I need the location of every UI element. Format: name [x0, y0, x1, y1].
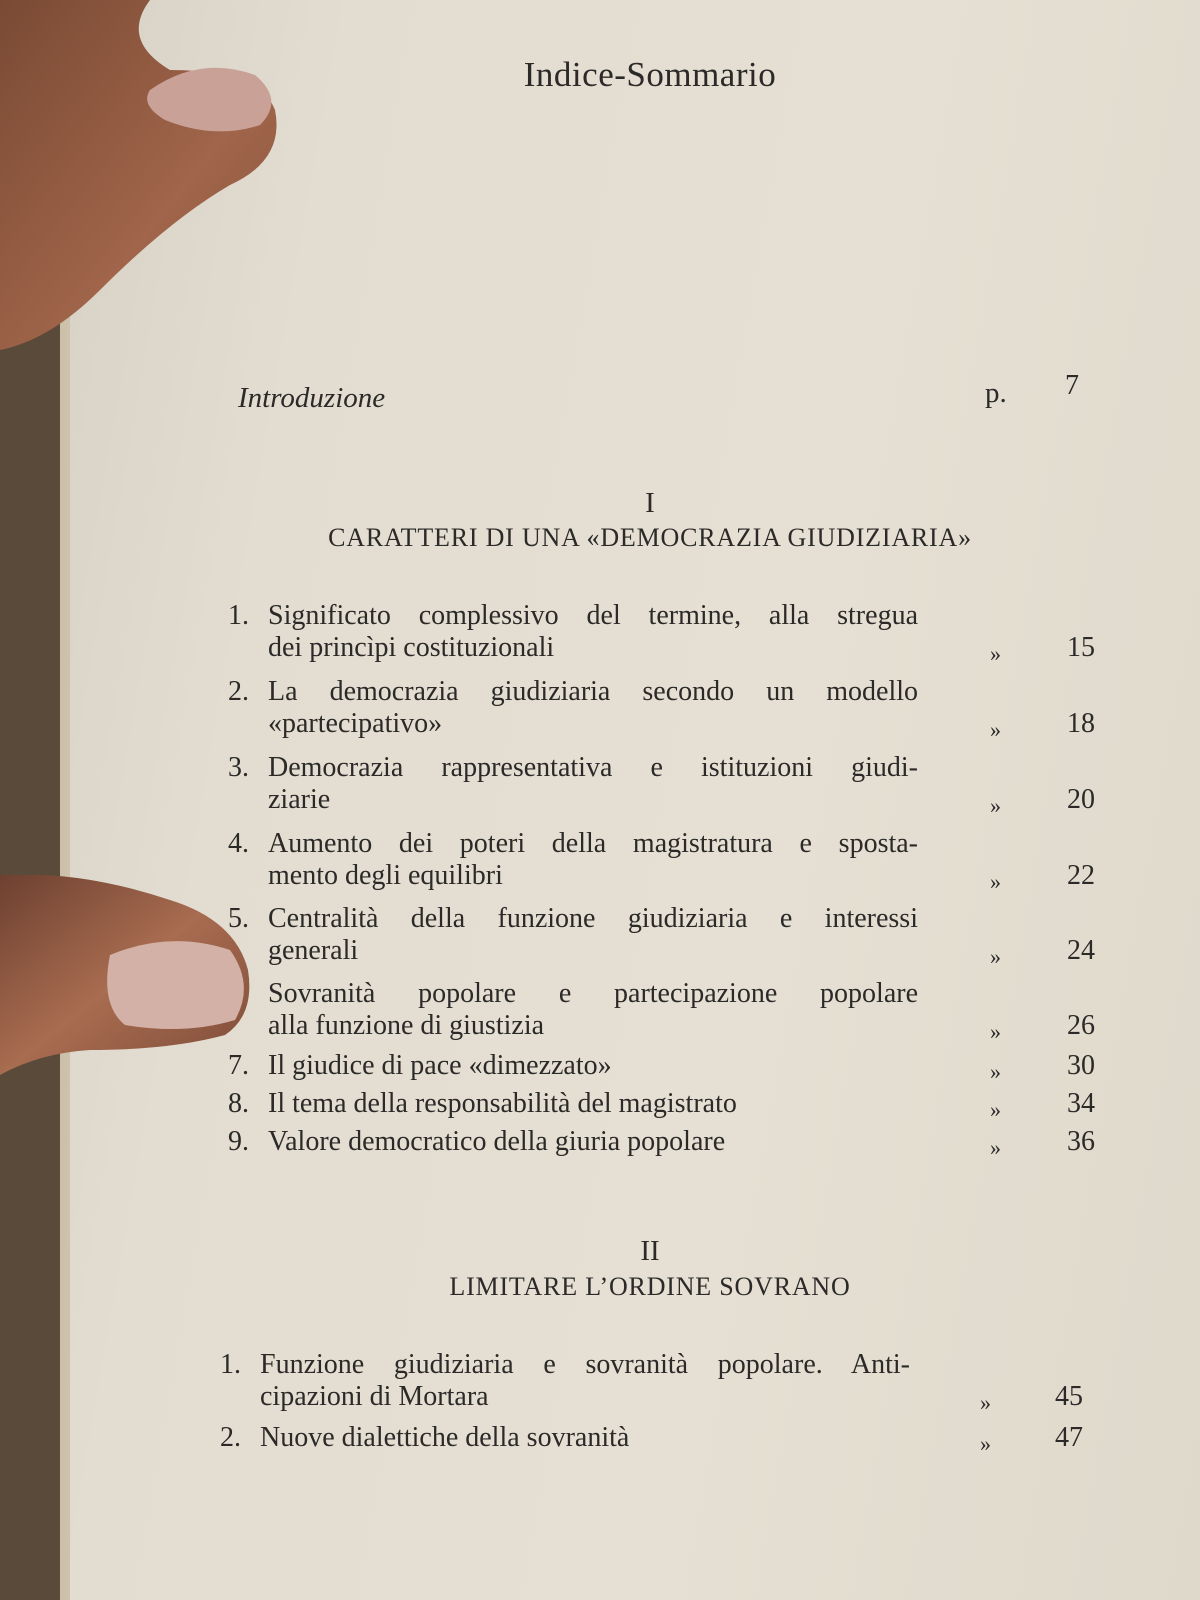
chapter-1-title: CARATTERI DI UNA «DEMOCRAZIA GIUDIZIARIA»: [328, 523, 972, 552]
finger-top-left: [0, 0, 290, 360]
toc-entry-page: 26: [1067, 1010, 1095, 1041]
toc-entry-separator: »: [990, 1135, 1001, 1160]
toc-entry-separator: »: [980, 1390, 991, 1415]
toc-entry-title-line: Aumento dei poteri della magistratura e sposta-: [268, 828, 918, 859]
toc-entry-separator: »: [990, 717, 1001, 742]
intro-label: Introduzione: [238, 382, 386, 414]
toc-entry-title-line: mento degli equilibri: [268, 860, 503, 891]
toc-entry-number: 2.: [228, 676, 249, 707]
toc-entry-page: 18: [1067, 708, 1095, 739]
toc-entry-page: 24: [1067, 935, 1095, 966]
toc-entry-number: 1.: [228, 600, 249, 631]
intro-page-prefix: p.: [985, 377, 1007, 409]
toc-entry-separator: »: [990, 1097, 1001, 1122]
toc-entry-number: 8.: [228, 1088, 249, 1119]
toc-entry-number: 4.: [228, 828, 249, 859]
toc-entry-title-line: alla funzione di giustizia: [268, 1010, 545, 1041]
toc-entry-title-line: «partecipativo»: [268, 708, 443, 739]
toc-entry-separator: »: [990, 793, 1001, 818]
finger-bottom-left: [0, 875, 260, 1095]
toc-entry-title-line: Nuove dialettiche della sovranità: [260, 1422, 630, 1453]
toc-entry-page: 47: [1055, 1422, 1083, 1453]
toc-entry-title-line: Significato complessivo del termine, alla stregua: [268, 600, 918, 631]
toc-entry-page: 22: [1067, 860, 1095, 891]
toc-entry-separator: »: [990, 1059, 1001, 1084]
toc-entry-separator: »: [990, 944, 1001, 969]
toc-entry-separator: »: [990, 869, 1001, 894]
toc-entry-page: 30: [1067, 1050, 1095, 1081]
toc-entry-title-line: Sovranità popolare e partecipazione popolare: [268, 978, 918, 1009]
toc-entry-separator: »: [990, 641, 1001, 666]
toc-entry-page: 20: [1067, 784, 1095, 815]
toc-entry-separator: »: [990, 1019, 1001, 1044]
toc-entry-number: 1.: [220, 1349, 241, 1380]
toc-entry-number: 3.: [228, 752, 249, 783]
toc-entry-number: 5.: [228, 903, 249, 934]
chapter-2-title: LIMITARE L’ORDINE SOVRANO: [449, 1272, 851, 1301]
chapter-1-number: I: [645, 487, 655, 519]
toc-entry-number: 9.: [228, 1126, 249, 1157]
toc-entry-number: 7.: [228, 1050, 249, 1081]
toc-entry-title-line: Il giudice di pace «dimezzato»: [268, 1050, 612, 1081]
intro-page-number: 7: [1065, 370, 1079, 401]
toc-entry-title-line: generali: [268, 935, 359, 966]
chapter-2-number: II: [640, 1235, 660, 1267]
toc-entry-title-line: Funzione giudiziaria e sovranità popolare. Anti-: [260, 1349, 910, 1380]
toc-entry-title-line: La democrazia giudiziaria secondo un modello: [268, 676, 918, 707]
toc-entry-page: 34: [1067, 1088, 1095, 1119]
toc-entry-separator: »: [980, 1431, 991, 1456]
toc-entry-title-line: dei princìpi costituzionali: [268, 632, 555, 663]
toc-entry-page: 15: [1067, 632, 1095, 663]
toc-entry-title-line: Democrazia rappresentativa e istituzioni giudi-: [268, 752, 918, 783]
toc-entry-page: 45: [1055, 1381, 1083, 1412]
toc-entry-title-line: Valore democratico della giuria popolare: [268, 1126, 726, 1157]
toc-entry-title-line: cipazioni di Mortara: [260, 1381, 489, 1412]
toc-entry-title-line: Centralità della funzione giudiziaria e interessi: [268, 903, 918, 934]
page-title: Indice-Sommario: [523, 55, 777, 94]
toc-entry-title-line: ziarie: [268, 784, 331, 815]
toc-entry-title-line: Il tema della responsabilità del magistrato: [268, 1088, 737, 1119]
toc-entry-number: 2.: [220, 1422, 241, 1453]
toc-entry-page: 36: [1067, 1126, 1095, 1157]
